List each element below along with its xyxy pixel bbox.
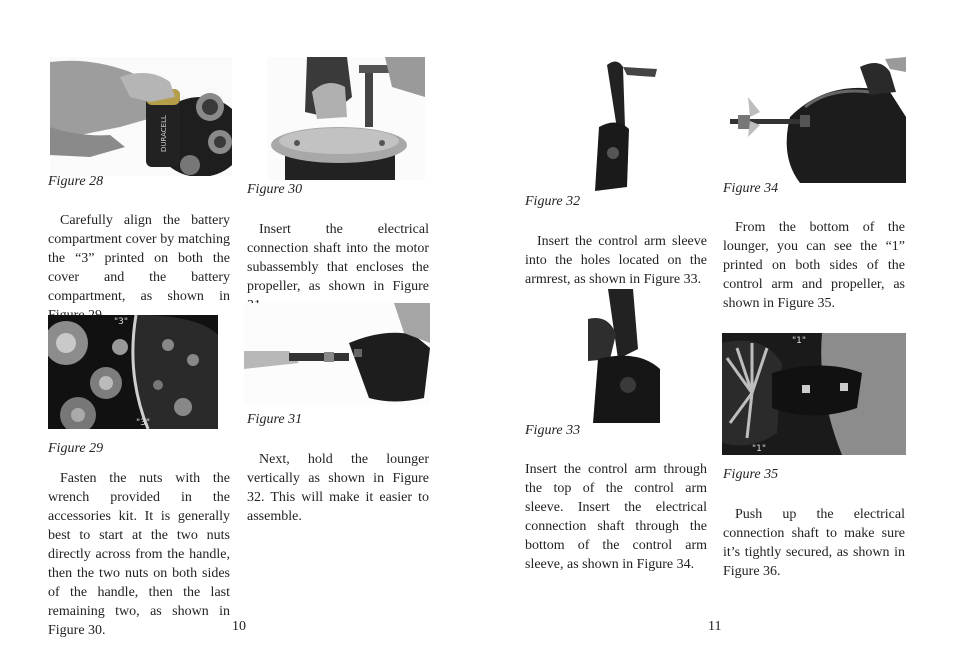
page-number-right: 11	[708, 619, 722, 634]
figure-32-photo	[587, 57, 657, 193]
figure-34-photo	[720, 57, 906, 183]
left-paragraph-4: Next, hold the lounger vertically as shown in Figure 32. This will make it easier to assemble.	[247, 452, 429, 524]
figure-29-photo	[48, 315, 218, 429]
figure-32-caption: Figure 32	[525, 194, 581, 209]
figure-31-photo	[244, 303, 430, 405]
right-paragraph-4: Push up the electrical connection shaft to make sure it’s tightly secured, as shown in Figure 36.	[723, 507, 905, 579]
right-paragraph-1: Insert the control arm sleeve into the holes located on the armrest, as shown in Figure 33.	[525, 234, 707, 287]
mark-1-bottom: "1"	[752, 444, 767, 454]
figure-33-caption: Figure 33	[525, 423, 581, 438]
mark-1-top: "1"	[792, 336, 807, 346]
figure-35-photo	[722, 333, 906, 455]
right-paragraph-3: From the bottom of the lounger, you can see the “1” printed on both sides of the control arm and propeller, as shown in Figure 35.	[723, 220, 905, 311]
figure-28-caption: Figure 28	[48, 174, 104, 189]
left-paragraph-3: Insert the electrical connection shaft into the motor subassembly that encloses the propeller, as shown in Figure	[247, 222, 429, 294]
battery-brand-text: DURACELL	[160, 115, 168, 152]
figure-29-caption: Figure 29	[48, 441, 104, 456]
figure-30-caption: Figure 30	[247, 182, 303, 197]
figure-35-caption: Figure 35	[723, 467, 779, 482]
figure-34-caption: Figure 34	[723, 181, 779, 196]
left-paragraph-2: Fasten the nuts with the wrench provided in the accessories kit. It is generally best to start at the two nuts directly across from the handle, then the two nuts on both sides of the handle, then the last remaining two, as shown in Figure 30.	[48, 471, 230, 638]
left-paragraph-1: Carefully align the battery compartment cover by matching the “3” printed on both the cover and the battery compartment, as shown in	[48, 213, 230, 304]
right-paragraph-2: Insert the control arm through the top of the control arm sleeve. Insert the electrical connection shaft through the bottom of the control arm sleeve, as shown in Figure 34.	[525, 462, 707, 572]
figure-31-caption: Figure 31	[247, 412, 303, 427]
mark-3-top: "3"	[114, 317, 129, 327]
mark-3-bottom: "3"	[136, 418, 151, 428]
figure-28-photo	[50, 57, 232, 176]
figure-30-photo	[267, 57, 425, 180]
page-number-left: 10	[232, 619, 246, 634]
figure-33-photo	[588, 289, 660, 423]
